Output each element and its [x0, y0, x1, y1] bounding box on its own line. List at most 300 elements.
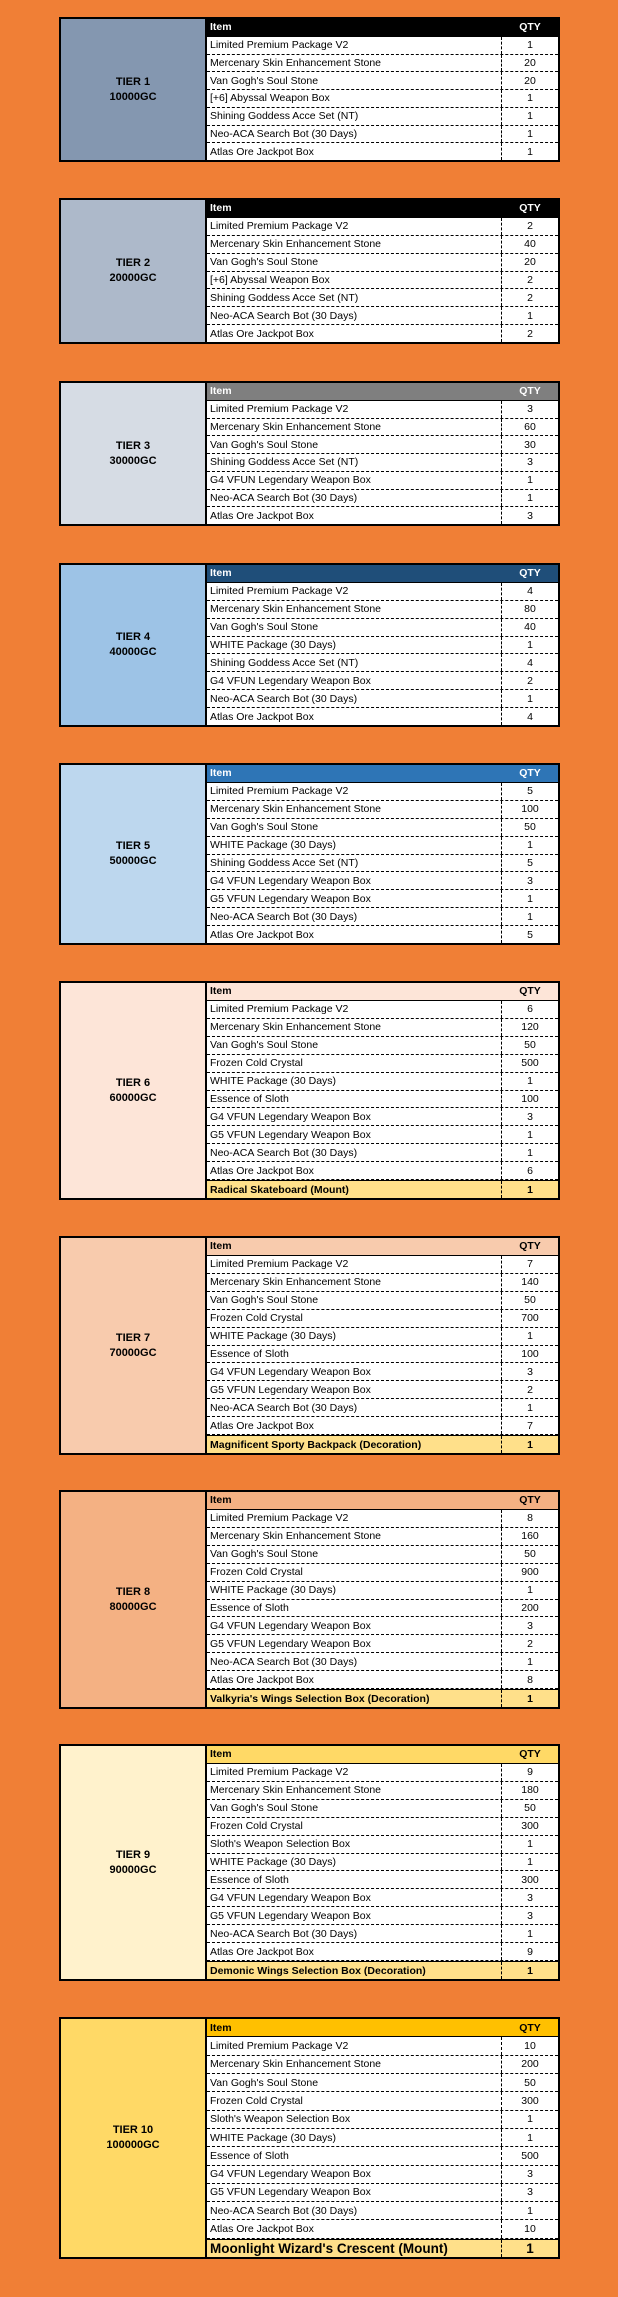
item-name: [+6] Abyssal Weapon Box: [210, 273, 330, 286]
item-name: Mercenary Skin Enhancement Stone: [210, 56, 382, 69]
item-qty: 200: [501, 2056, 558, 2073]
item-qty: 10: [501, 2220, 558, 2237]
table-row: [207, 1600, 558, 1618]
header-item-label: Item: [210, 985, 232, 998]
item-qty: 1: [501, 37, 558, 54]
table-row: [207, 401, 558, 419]
item-name: Mercenary Skin Enhancement Stone: [210, 420, 382, 433]
item-name: G4 VFUN Legendary Weapon Box: [210, 874, 371, 887]
item-name: Mercenary Skin Enhancement Stone: [210, 603, 382, 616]
table-row: [207, 1782, 558, 1800]
special-reward-name: Valkyria's Wings Selection Box (Decoration): [210, 1692, 430, 1705]
table-row: [207, 472, 558, 490]
header-item-label: Item: [210, 2021, 232, 2034]
item-name: Atlas Ore Jackpot Box: [210, 710, 314, 723]
table-header: [207, 19, 558, 37]
special-reward-name: Magnificent Sporty Backpack (Decoration): [210, 1438, 422, 1451]
tier-block: [59, 1490, 560, 1709]
table-row: [207, 1292, 558, 1310]
header-item-label: Item: [210, 1240, 232, 1253]
table-header: [207, 383, 558, 401]
table-row: [207, 1001, 558, 1019]
table-row: [207, 2056, 558, 2074]
item-qty: 40: [501, 236, 558, 253]
table-row: [207, 2147, 558, 2165]
table-row: [207, 2184, 558, 2202]
item-qty: 1: [501, 1836, 558, 1853]
item-qty: 50: [501, 2074, 558, 2091]
tier-table: [207, 565, 558, 725]
tier-name: TIER 3: [115, 439, 151, 452]
item-name: Frozen Cold Crystal: [210, 1566, 303, 1579]
special-reward-qty: 1: [501, 1436, 558, 1453]
item-name: WHITE Package (30 Days): [210, 839, 337, 852]
item-name: Limited Premium Package V2: [210, 1512, 349, 1525]
item-qty: 1: [501, 2202, 558, 2219]
item-name: Essence of Sloth: [210, 1601, 289, 1614]
special-reward-qty: 1: [501, 2240, 558, 2257]
item-qty: 100: [501, 1091, 558, 1108]
item-qty: 2: [501, 289, 558, 306]
table-header: [207, 1238, 558, 1256]
table-row: [207, 325, 558, 342]
tier-name: TIER 4: [115, 631, 151, 644]
tier-price: 40000GC: [109, 646, 157, 658]
special-reward-row: [207, 1180, 558, 1198]
header-qty-label: QTY: [519, 567, 541, 580]
item-qty: 7: [501, 1417, 558, 1434]
table-row: [207, 1546, 558, 1564]
table-row: [207, 1274, 558, 1292]
tier-table: [207, 19, 558, 160]
item-name: Neo-ACA Search Bot (30 Days): [210, 1927, 358, 1940]
table-row: [207, 1836, 558, 1854]
item-name: Essence of Sloth: [210, 1092, 289, 1105]
item-qty: 60: [501, 419, 558, 436]
item-qty: 160: [501, 1528, 558, 1545]
item-name: Neo-ACA Search Bot (30 Days): [210, 2204, 358, 2217]
header-qty-label: QTY: [519, 985, 541, 998]
item-name: Mercenary Skin Enhancement Stone: [210, 2058, 382, 2071]
table-row: [207, 2129, 558, 2147]
table-row: [207, 1818, 558, 1836]
tier-price: 80000GC: [109, 1600, 157, 1613]
item-name: Van Gogh's Soul Stone: [210, 821, 319, 834]
item-qty: 2: [501, 1381, 558, 1398]
table-row: [207, 855, 558, 873]
item-name: Shining Goddess Acce Set (NT): [210, 291, 359, 304]
tier-table: [207, 983, 558, 1198]
item-qty: 9: [501, 1764, 558, 1781]
table-row: [207, 307, 558, 325]
item-name: Mercenary Skin Enhancement Stone: [210, 1276, 382, 1289]
table-row: [207, 890, 558, 908]
item-qty: 120: [501, 1019, 558, 1036]
item-qty: 1: [501, 837, 558, 854]
table-row: [207, 507, 558, 524]
item-name: WHITE Package (30 Days): [210, 639, 337, 651]
table-row: [207, 1256, 558, 1274]
tier-price: 10000GC: [109, 90, 157, 103]
tier-price: 20000GC: [109, 272, 157, 284]
item-qty: 1: [501, 1073, 558, 1090]
item-qty: 8: [501, 1671, 558, 1688]
header-qty-label: QTY: [519, 21, 541, 34]
table-row: [207, 2166, 558, 2184]
table-row: [207, 1871, 558, 1889]
item-name: WHITE Package (30 Days): [210, 1855, 337, 1868]
table-row: [207, 1510, 558, 1528]
item-name: Limited Premium Package V2: [210, 403, 349, 416]
table-row: [207, 126, 558, 144]
item-name: G4 VFUN Legendary Weapon Box: [210, 674, 371, 687]
item-qty: 8: [501, 1510, 558, 1527]
tier-table: [207, 1238, 558, 1453]
tier-label: [61, 983, 207, 1198]
item-name: Van Gogh's Soul Stone: [210, 621, 319, 634]
header-qty-label: QTY: [519, 202, 541, 215]
item-name: Atlas Ore Jackpot Box: [210, 1164, 314, 1177]
tier-block: [59, 1744, 560, 1981]
item-name: G4 VFUN Legendary Weapon Box: [210, 2168, 371, 2181]
item-name: Neo-ACA Search Bot (30 Days): [210, 692, 358, 705]
special-reward-name: Radical Skateboard (Mount): [210, 1183, 349, 1196]
table-row: [207, 1417, 558, 1435]
table-row: [207, 1037, 558, 1055]
table-row: [207, 1399, 558, 1417]
item-name: Van Gogh's Soul Stone: [210, 1294, 319, 1307]
item-name: Neo-ACA Search Bot (30 Days): [210, 491, 358, 504]
item-qty: 1: [501, 1126, 558, 1143]
table-header: [207, 983, 558, 1001]
tier-block: [59, 381, 560, 526]
tier-name: TIER 6: [115, 1076, 151, 1089]
item-name: Frozen Cold Crystal: [210, 1057, 303, 1070]
tier-table: [207, 1492, 558, 1707]
item-qty: 1: [501, 908, 558, 925]
header-item-label: Item: [210, 385, 232, 398]
item-qty: 4: [501, 583, 558, 600]
table-row: [207, 419, 558, 437]
table-row: [207, 1653, 558, 1671]
item-qty: 3: [501, 872, 558, 889]
item-name: Limited Premium Package V2: [210, 1003, 349, 1016]
item-qty: 1: [501, 2111, 558, 2128]
item-qty: 2: [501, 218, 558, 235]
tier-label: [61, 1238, 207, 1453]
table-row: [207, 583, 558, 601]
item-qty: 1: [501, 890, 558, 907]
table-row: [207, 1925, 558, 1943]
table-row: [207, 1091, 558, 1109]
item-name: Mercenary Skin Enhancement Stone: [210, 1530, 382, 1543]
item-qty: 4: [501, 654, 558, 671]
item-qty: 20: [501, 55, 558, 72]
table-row: [207, 872, 558, 890]
table-row: [207, 1854, 558, 1872]
item-qty: 1: [501, 90, 558, 107]
tier-table: [207, 383, 558, 524]
table-row: [207, 1582, 558, 1600]
table-row: [207, 254, 558, 272]
item-name: G5 VFUN Legendary Weapon Box: [210, 1909, 371, 1922]
tier-price: 30000GC: [109, 454, 157, 467]
header-qty-label: QTY: [519, 2021, 541, 2034]
item-qty: 2: [501, 272, 558, 289]
item-name: [+6] Abyssal Weapon Box: [210, 92, 330, 105]
table-header: [207, 765, 558, 783]
item-name: Limited Premium Package V2: [210, 1258, 349, 1271]
item-qty: 180: [501, 1782, 558, 1799]
item-qty: 50: [501, 1800, 558, 1817]
table-row: [207, 1162, 558, 1180]
item-name: G5 VFUN Legendary Weapon Box: [210, 2186, 371, 2199]
tier-block: [59, 763, 560, 945]
item-qty: 3: [501, 454, 558, 471]
tier-price: 100000GC: [106, 2139, 160, 2151]
item-qty: 20: [501, 72, 558, 89]
header-item-label: Item: [210, 1494, 232, 1507]
item-name: Van Gogh's Soul Stone: [210, 74, 319, 87]
table-header: [207, 1492, 558, 1510]
item-name: Shining Goddess Acce Set (NT): [210, 456, 359, 469]
table-row: [207, 908, 558, 926]
item-name: Atlas Ore Jackpot Box: [210, 928, 314, 941]
table-row: [207, 1055, 558, 1073]
special-reward-qty: 1: [501, 1181, 558, 1198]
item-name: Frozen Cold Crystal: [210, 2094, 303, 2107]
item-qty: 50: [501, 819, 558, 836]
header-item-label: Item: [210, 767, 232, 780]
item-qty: 50: [501, 1546, 558, 1563]
special-reward-name: Moonlight Wizard's Crescent (Mount): [210, 2240, 448, 2256]
table-header: [207, 2019, 558, 2037]
item-name: G4 VFUN Legendary Weapon Box: [210, 1365, 371, 1378]
item-name: Mercenary Skin Enhancement Stone: [210, 238, 382, 251]
item-qty: 6: [501, 1001, 558, 1018]
table-row: [207, 690, 558, 708]
table-row: [207, 2202, 558, 2220]
tier-price: 70000GC: [109, 1346, 157, 1359]
item-qty: 100: [501, 801, 558, 818]
tier-block: [59, 2017, 560, 2259]
item-qty: 2: [501, 325, 558, 342]
item-qty: 1: [501, 126, 558, 143]
item-qty: 1: [501, 2129, 558, 2146]
header-item-label: Item: [210, 1748, 232, 1761]
item-qty: 1: [501, 1854, 558, 1871]
tier-price: 60000GC: [109, 1091, 157, 1104]
item-name: Sloth's Weapon Selection Box: [210, 1838, 351, 1851]
table-row: [207, 1346, 558, 1364]
item-qty: 3: [501, 1907, 558, 1924]
table-row: [207, 1617, 558, 1635]
item-name: Limited Premium Package V2: [210, 39, 349, 52]
item-name: Essence of Sloth: [210, 1873, 289, 1886]
table-row: [207, 1310, 558, 1328]
item-name: Limited Premium Package V2: [210, 1766, 349, 1779]
special-reward-qty: 1: [501, 1962, 558, 1979]
item-name: WHITE Package (30 Days): [210, 1584, 337, 1597]
tier-block: [59, 198, 560, 344]
item-qty: 2: [501, 1635, 558, 1652]
item-qty: 80: [501, 601, 558, 618]
tier-label: [61, 1492, 207, 1707]
table-row: [207, 1073, 558, 1091]
item-qty: 50: [501, 1037, 558, 1054]
item-qty: 3: [501, 2166, 558, 2183]
item-qty: 3: [501, 1617, 558, 1634]
table-row: [207, 1328, 558, 1346]
item-name: Neo-ACA Search Bot (30 Days): [210, 1146, 358, 1159]
item-qty: 5: [501, 926, 558, 943]
table-header: [207, 1746, 558, 1764]
table-row: [207, 2074, 558, 2092]
item-name: G4 VFUN Legendary Weapon Box: [210, 1619, 371, 1632]
item-name: G5 VFUN Legendary Weapon Box: [210, 1637, 371, 1650]
header-item-label: Item: [210, 202, 232, 215]
tier-price: 50000GC: [109, 855, 157, 867]
table-row: [207, 1528, 558, 1546]
table-row: [207, 1889, 558, 1907]
header-qty-label: QTY: [519, 1748, 541, 1761]
table-row: [207, 601, 558, 619]
item-qty: 1: [501, 1653, 558, 1670]
item-name: Atlas Ore Jackpot Box: [210, 145, 314, 158]
special-reward-row: [207, 1689, 558, 1707]
item-qty: 1: [501, 307, 558, 324]
table-row: [207, 1363, 558, 1381]
item-name: Van Gogh's Soul Stone: [210, 1039, 319, 1052]
item-name: Shining Goddess Acce Set (NT): [210, 856, 359, 869]
special-reward-row: [207, 1435, 558, 1453]
item-name: Atlas Ore Jackpot Box: [210, 1673, 314, 1686]
item-name: Atlas Ore Jackpot Box: [210, 327, 314, 340]
tier-label: [61, 765, 207, 943]
header-item-label: Item: [210, 567, 232, 580]
item-qty: 1: [501, 472, 558, 489]
table-row: [207, 436, 558, 454]
item-qty: 300: [501, 2092, 558, 2109]
tier-block: [59, 563, 560, 727]
tier-name: TIER 9: [115, 1848, 151, 1861]
tier-table: [207, 765, 558, 943]
item-name: Neo-ACA Search Bot (30 Days): [210, 127, 358, 140]
table-row: [207, 2092, 558, 2110]
item-name: G5 VFUN Legendary Weapon Box: [210, 1383, 371, 1396]
item-qty: 1: [501, 108, 558, 125]
item-name: Van Gogh's Soul Stone: [210, 1802, 319, 1815]
tier-name: TIER 7: [115, 1331, 151, 1344]
tier-label: [61, 2019, 207, 2257]
table-row: [207, 654, 558, 672]
table-row: [207, 236, 558, 254]
tier-label: [61, 1746, 207, 1979]
table-row: [207, 1126, 558, 1144]
item-qty: 4: [501, 708, 558, 725]
item-name: Limited Premium Package V2: [210, 2039, 349, 2052]
tier-name: TIER 2: [115, 257, 151, 270]
item-qty: 2: [501, 672, 558, 689]
table-row: [207, 272, 558, 290]
item-name: Neo-ACA Search Bot (30 Days): [210, 1401, 358, 1414]
item-name: Atlas Ore Jackpot Box: [210, 509, 314, 522]
item-qty: 3: [501, 507, 558, 524]
table-row: [207, 1764, 558, 1782]
table-row: [207, 37, 558, 55]
table-row: [207, 72, 558, 90]
item-name: G5 VFUN Legendary Weapon Box: [210, 892, 371, 905]
table-row: [207, 1019, 558, 1037]
table-row: [207, 783, 558, 801]
tier-name: TIER 10: [112, 2124, 154, 2137]
table-row: [207, 218, 558, 236]
table-row: [207, 90, 558, 108]
table-row: [207, 708, 558, 725]
tier-table: [207, 1746, 558, 1979]
special-reward-row: [207, 2239, 558, 2257]
item-name: Frozen Cold Crystal: [210, 1820, 303, 1833]
tier-label: [61, 19, 207, 160]
table-row: [207, 837, 558, 855]
table-row: [207, 490, 558, 508]
item-qty: 300: [501, 1871, 558, 1888]
table-row: [207, 619, 558, 637]
item-qty: 3: [501, 1889, 558, 1906]
item-qty: 1: [501, 1328, 558, 1345]
item-qty: 10: [501, 2037, 558, 2054]
table-row: [207, 108, 558, 126]
item-qty: 1: [501, 1144, 558, 1161]
special-reward-name: Demonic Wings Selection Box (Decoration): [210, 1964, 426, 1977]
tier-price: 90000GC: [109, 1863, 157, 1876]
special-reward-row: [207, 1961, 558, 1979]
table-row: [207, 1381, 558, 1399]
item-qty: 140: [501, 1274, 558, 1291]
table-row: [207, 1907, 558, 1925]
tier-label: [61, 383, 207, 524]
table-row: [207, 289, 558, 307]
item-name: WHITE Package (30 Days): [210, 1075, 337, 1088]
table-row: [207, 1943, 558, 1961]
item-qty: 900: [501, 1564, 558, 1581]
item-qty: 30: [501, 436, 558, 453]
tier-label: [61, 200, 207, 342]
item-name: Limited Premium Package V2: [210, 585, 349, 598]
item-name: Mercenary Skin Enhancement Stone: [210, 803, 382, 816]
item-qty: 1: [501, 690, 558, 707]
item-name: Atlas Ore Jackpot Box: [210, 1419, 314, 1432]
table-header: [207, 200, 558, 218]
table-header: [207, 565, 558, 583]
item-name: G4 VFUN Legendary Weapon Box: [210, 474, 371, 487]
table-row: [207, 637, 558, 655]
item-qty: 3: [501, 401, 558, 418]
item-name: Shining Goddess Acce Set (NT): [210, 656, 359, 669]
item-qty: 6: [501, 1162, 558, 1179]
table-row: [207, 2037, 558, 2055]
header-qty-label: QTY: [519, 1240, 541, 1253]
header-qty-label: QTY: [519, 385, 541, 398]
item-name: Shining Goddess Acce Set (NT): [210, 110, 359, 123]
table-row: [207, 672, 558, 690]
item-qty: 500: [501, 2147, 558, 2164]
table-row: [207, 2111, 558, 2129]
item-qty: 9: [501, 1943, 558, 1960]
item-qty: 1: [501, 1399, 558, 1416]
item-name: WHITE Package (30 Days): [210, 1330, 337, 1343]
tier-table: [207, 200, 558, 342]
